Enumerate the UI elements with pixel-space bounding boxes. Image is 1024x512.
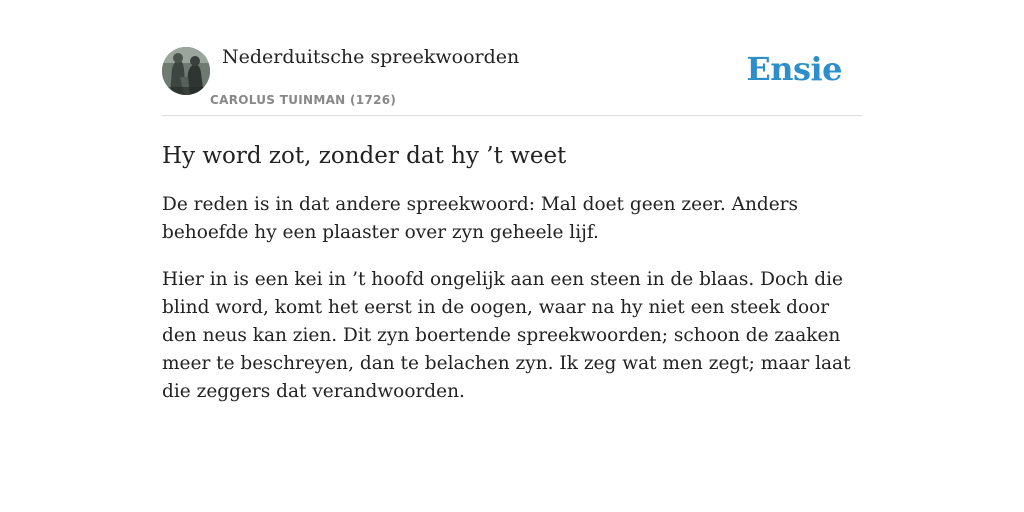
page-container: [162, 40, 862, 406]
brand-logo[interactable]: Ensie: [746, 50, 842, 88]
header: [162, 40, 862, 116]
entry-paragraph: Hier in is een kei in ’t hoofd ongelijk aan een steen in de blaas. Doch die blind word, komt het eerst in de oogen, waar na hy niet een steek door den neus kan zien. Dit zyn boertende spreekwoorden; schoon de zaaken meer te beschreyen, dan te belachen zyn. Ik zeg wat men zegt; maar laat die zeggers dat verandwoorden.: [162, 269, 851, 402]
avatar[interactable]: [162, 47, 210, 95]
entry-paragraph: De reden is in dat andere spreekwoord: Mal doet geen zeer. Anders behoefde hy een plaaster over zyn geheele lijf.: [162, 194, 799, 243]
statue-portrait-icon: [162, 47, 210, 95]
book-title[interactable]: Nederduitsche spreekwoorden: [222, 46, 520, 68]
author-label[interactable]: CAROLUS TUINMAN (1726): [210, 93, 397, 107]
entry-title: Hy word zot, zonder dat hy ’t weet: [162, 143, 567, 169]
